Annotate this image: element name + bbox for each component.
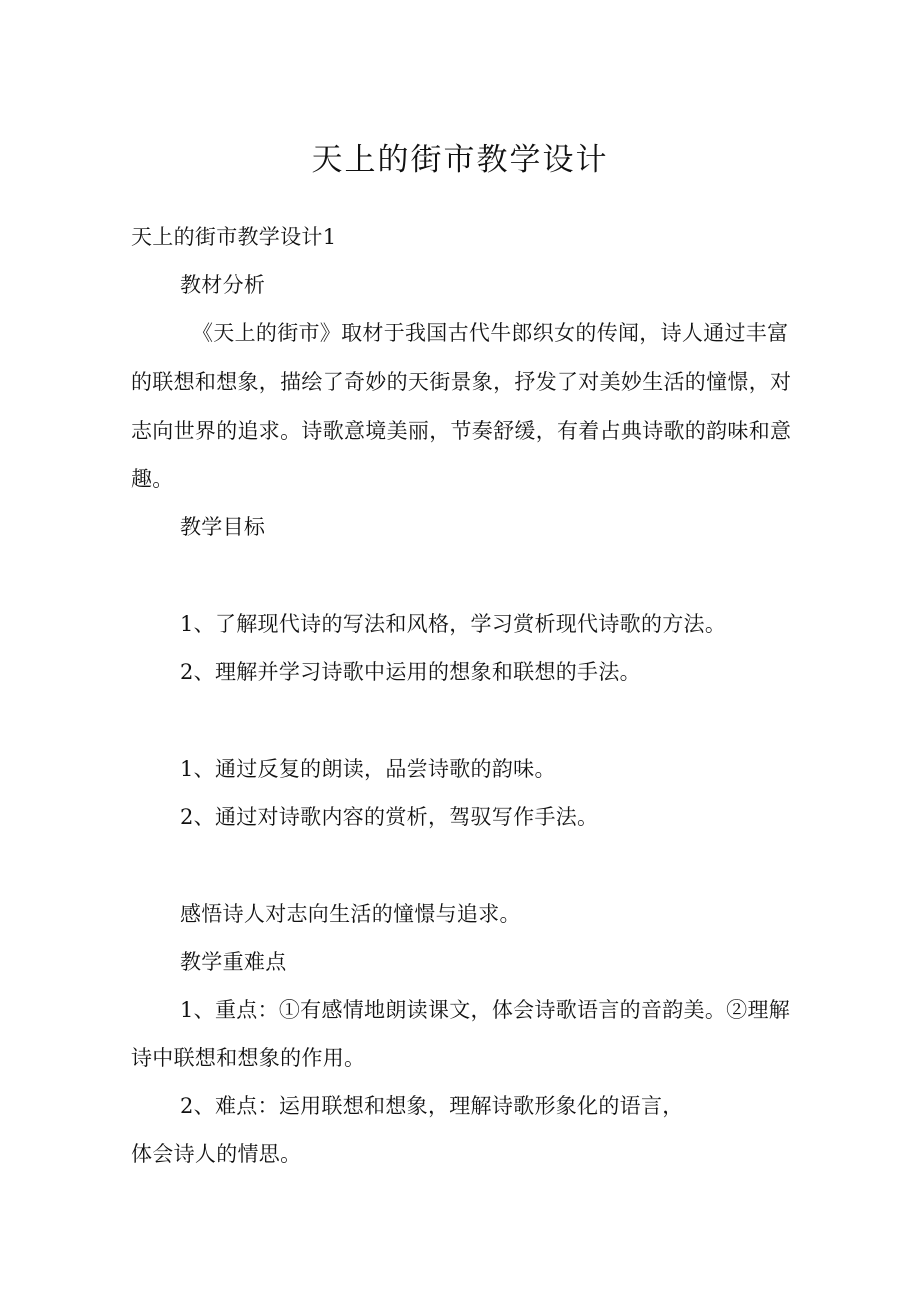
goal-process-item: 2、通过对诗歌内容的赏析，驾驭写作手法。 (180, 805, 599, 829)
material-paragraph-line: 的联想和想象，描绘了奇妙的天街景象，抒发了对美妙生活的憧憬，对 (131, 370, 792, 394)
material-paragraph-line: 《天上的街市》取材于我国古代牛郎织女的传闻，诗人通过丰富 (192, 321, 789, 345)
key-point-line: 体会诗人的情思。 (131, 1142, 302, 1166)
goal-knowledge-item: 2、理解并学习诗歌中运用的想象和联想的手法。 (180, 660, 641, 684)
goal-knowledge-item: 1、了解现代诗的写法和风格，学习赏析现代诗歌的方法。 (180, 612, 727, 636)
goal-emotion-line: 感悟诗人对志向生活的憧憬与追求。 (180, 902, 521, 926)
goal-process-item: 1、通过反复的朗读，品尝诗歌的韵味。 (180, 757, 556, 781)
material-paragraph-line: 志向世界的追求。诗歌意境美丽，节奏舒缓，有着占典诗歌的韵味和意 (131, 419, 792, 443)
document-title: 天上的街市教学设计 (311, 142, 609, 178)
material-paragraph-line: 趣。 (131, 467, 174, 491)
section-heading-key-points: 教学重难点 (180, 950, 287, 974)
document-subtitle: 天上的街市教学设计1 (131, 225, 337, 249)
key-point-line: 2、难点：运用联想和想象，理解诗歌形象化的语言， (180, 1094, 684, 1118)
key-point-line: 诗中联想和想象的作用。 (131, 1046, 366, 1070)
section-heading-material: 教材分析 (180, 273, 266, 297)
key-point-line: 1、重点：①有感情地朗读课文，体会诗歌语言的音韵美。②理解 (180, 998, 791, 1022)
section-heading-goals: 教学目标 (180, 515, 266, 539)
